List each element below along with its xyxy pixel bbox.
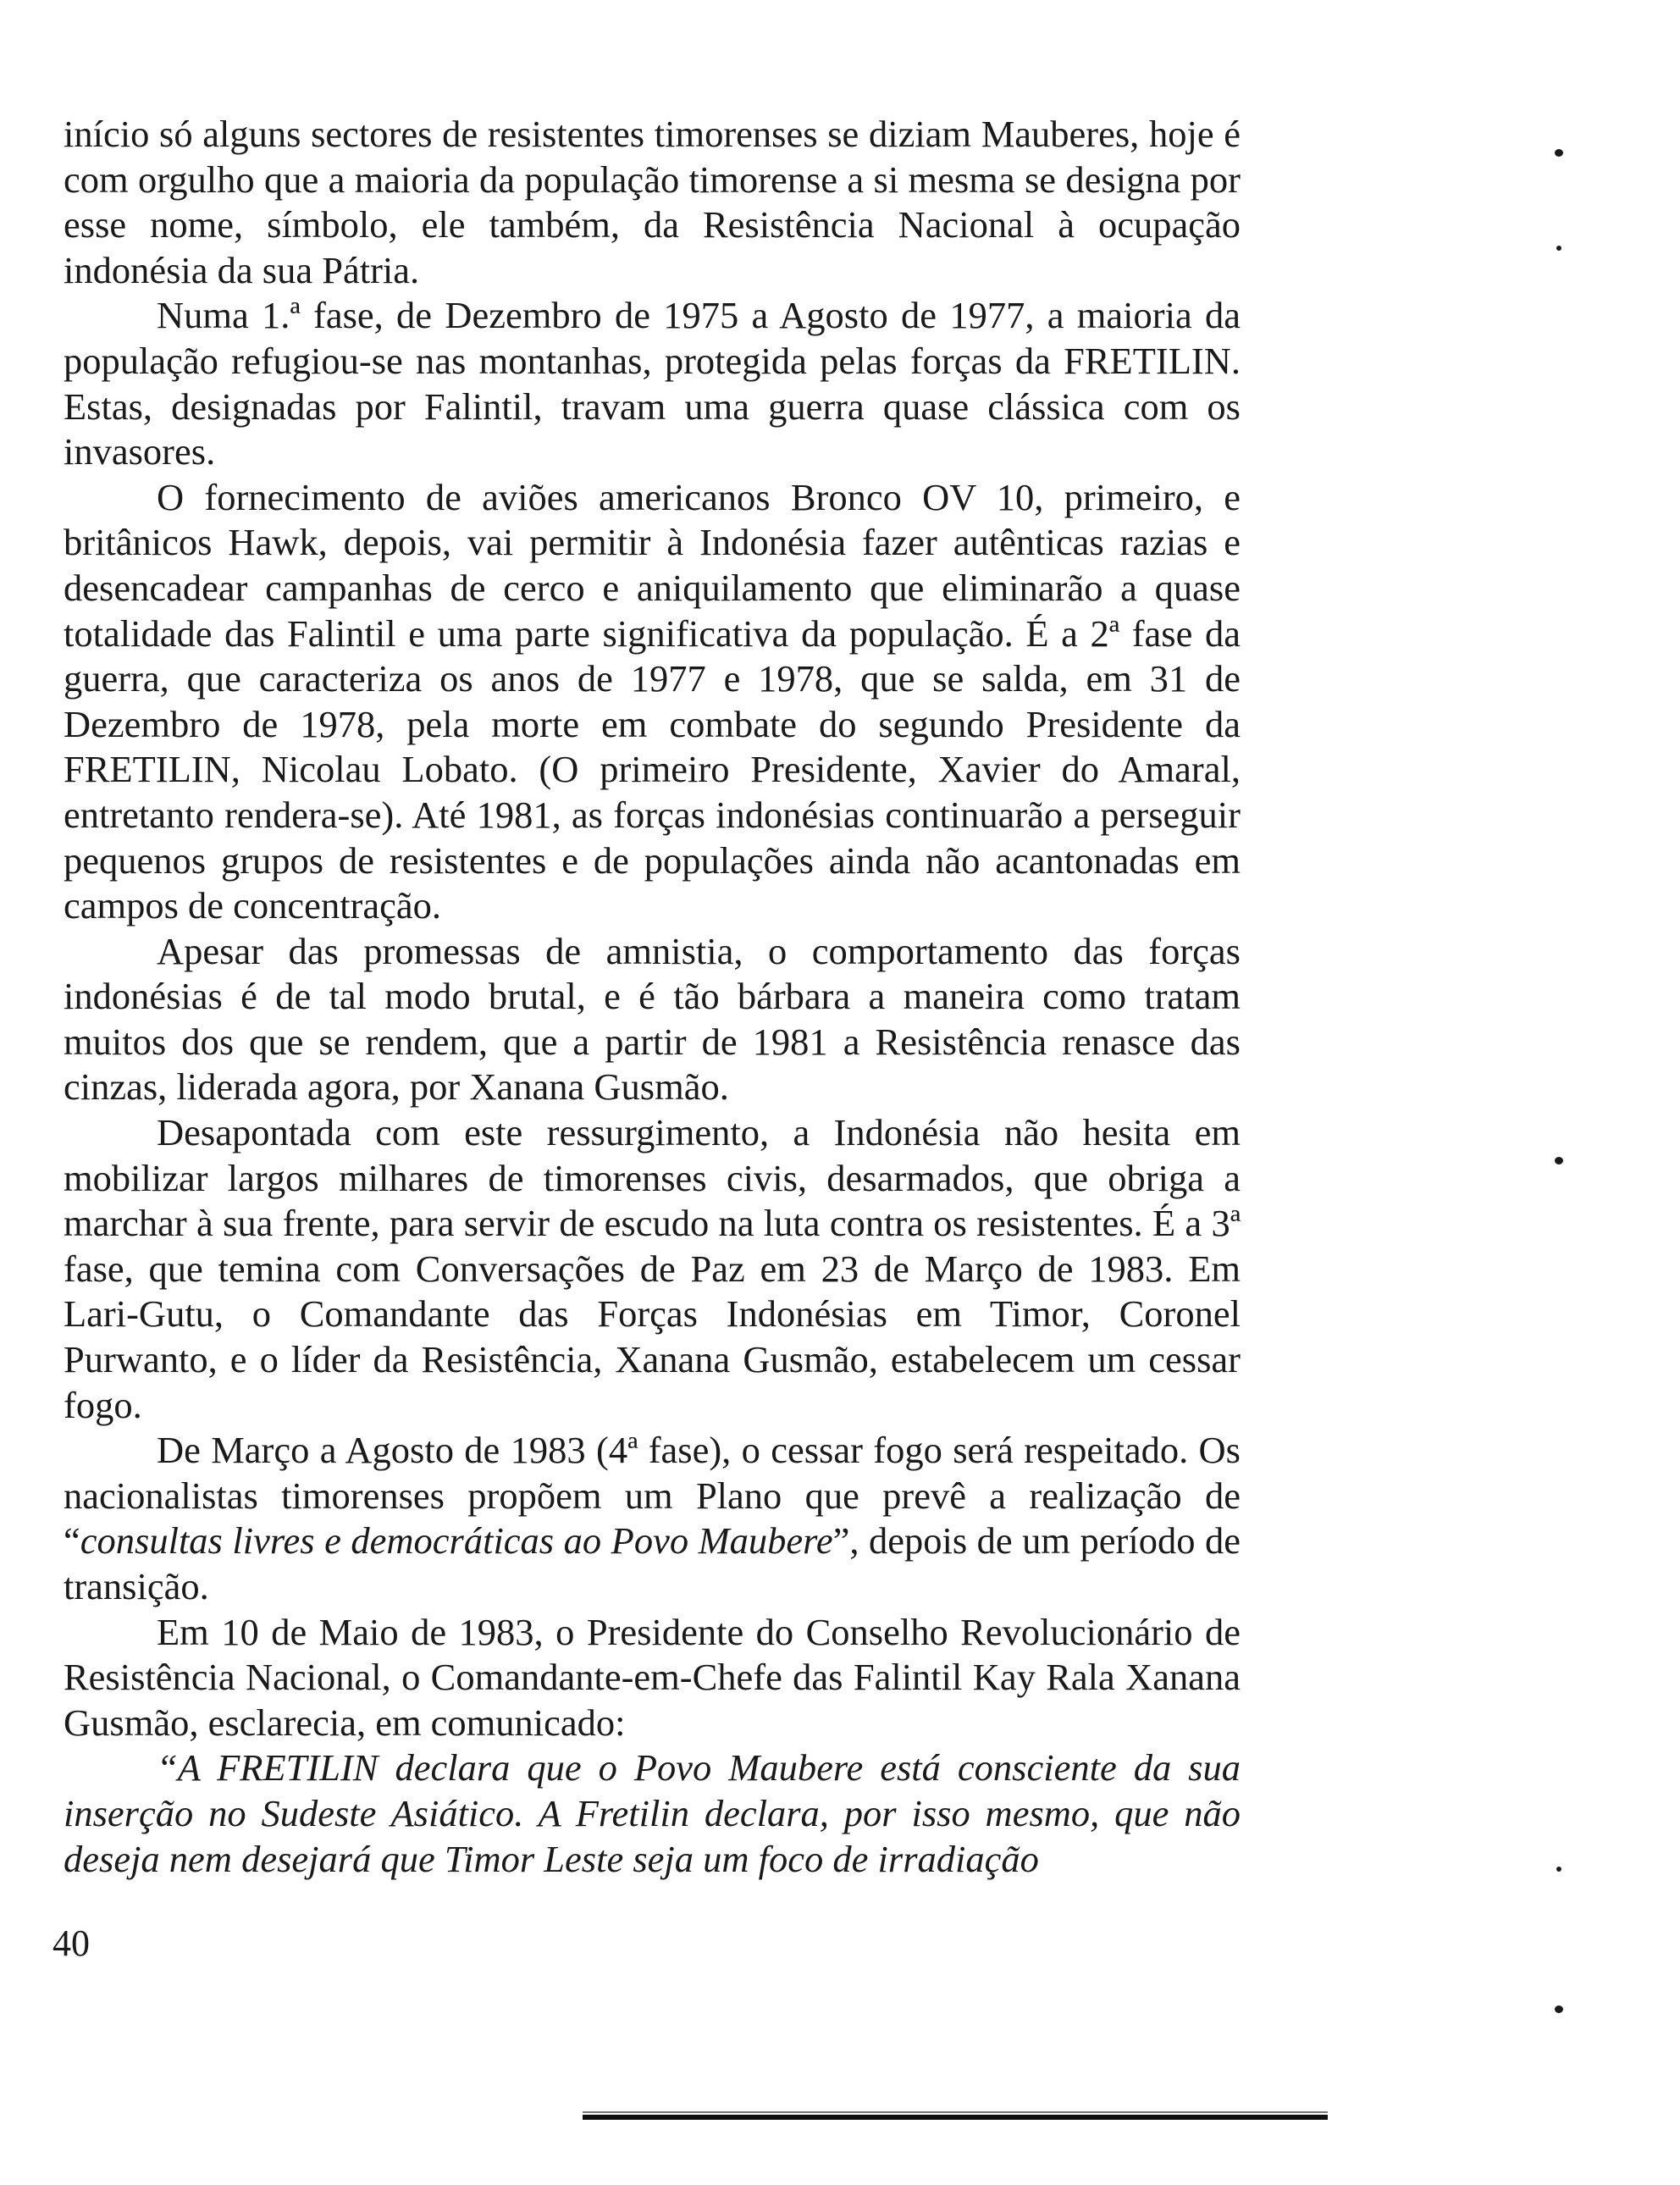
scan-speck: [1555, 1157, 1563, 1164]
paragraph-1: início só alguns sectores de resistentes timorenses se diziam Mauberes, hoje é com orgulho que a maioria da população timorense a si mesma se designa por esse nome, símbolo, ele também, da Resistência Nacional à ocupação indonésia da sua Pátria.: [64, 113, 1241, 291]
paragraph-6: [64, 1428, 1241, 1609]
page-number: 40: [52, 1922, 90, 1964]
quotation: “A FRETILIN declara que o Povo Maubere está consciente da sua inserção no Sudeste Asiático. A Fretilin declara, por isso mesmo, que não deseja nem desejará que Timor Leste seja um foco de irradiação: [64, 1746, 1241, 1880]
paragraph-6-italic: consultas livres e democráticas ao Povo Maubere: [80, 1519, 833, 1563]
scan-speck: [1556, 246, 1561, 251]
paragraph-7: Em 10 de Maio de 1983, o Presidente do Conselho Revolucionário de Resistência Nacional, o Comandante-em-Chefe das Falintil Kay Rala Xanana Gusmão, esclarecia, em comunicado:: [64, 1610, 1241, 1744]
paragraph-6-start: De Março a Agosto de 1983 (4ª fase), o cessar fogo será respeitado. Os nacionalistas timorenses propõem um Plano que prevê a realização de “: [64, 1429, 1241, 1563]
paragraph-2: Numa 1.ª fase, de Dezembro de 1975 a Agosto de 1977, a maioria da população refugiou-se nas montanhas, protegida pelas forças da FRETILIN. Estas, designadas por Falintil, travam uma guerra quase clássica com os invasores.: [64, 294, 1241, 473]
scan-speck: [1555, 2005, 1563, 2013]
scan-speck: [1555, 149, 1563, 157]
paragraph-6-end: ”, depois de um período de transição.: [64, 1519, 1241, 1607]
bottom-rule: [583, 2111, 1328, 2120]
paragraph-4: Apesar das promessas de amnistia, o comportamento das forças indonésias é de tal modo brutal, e é tão bárbara a maneira como tratam muitos dos que se rendem, que a partir de 1981 a Resistência renasce das cinzas, liderada agora, por Xanana Gusmão.: [64, 929, 1241, 1109]
body-text: [64, 112, 1241, 1882]
paragraph-5: Desapontada com este ressurgimento, a Indonésia não hesita em mobilizar largos milhares de timorenses civis, desarmados, que obriga a marchar à sua frente, para servir de escudo na luta contra os resistentes. É a 3ª fase, que temina com Conversações de Paz em 23 de Março de 1983. Em Lari-Gutu, o Comandante das Forças Indonésias em Timor, Coronel Purwanto, e o líder da Resistência, Xanana Gusmão, estabelecem um cessar fogo.: [64, 1111, 1241, 1426]
paragraph-3: O fornecimento de aviões americanos Bronco OV 10, primeiro, e britânicos Hawk, depois, vai permitir à Indonésia fazer autênticas razias e desencadear campanhas de cerco e aniquilamento que eliminarão a quase totalidade das Falintil e uma parte significativa da população. É a 2ª fase da guerra, que caracteriza os anos de 1977 e 1978, que se salda, em 31 de Dezembro de 1978, pela morte em combate do segundo Presidente da FRETILIN, Nicolau Lobato. (O primeiro Presidente, Xavier do Amaral, entretanto rendera-se). Até 1981, as forças indonésias continuarão a perseguir pequenos grupos de resistentes e de populações ainda não acantonadas em campos de concentração.: [64, 475, 1241, 927]
scan-speck: [1556, 1867, 1561, 1872]
